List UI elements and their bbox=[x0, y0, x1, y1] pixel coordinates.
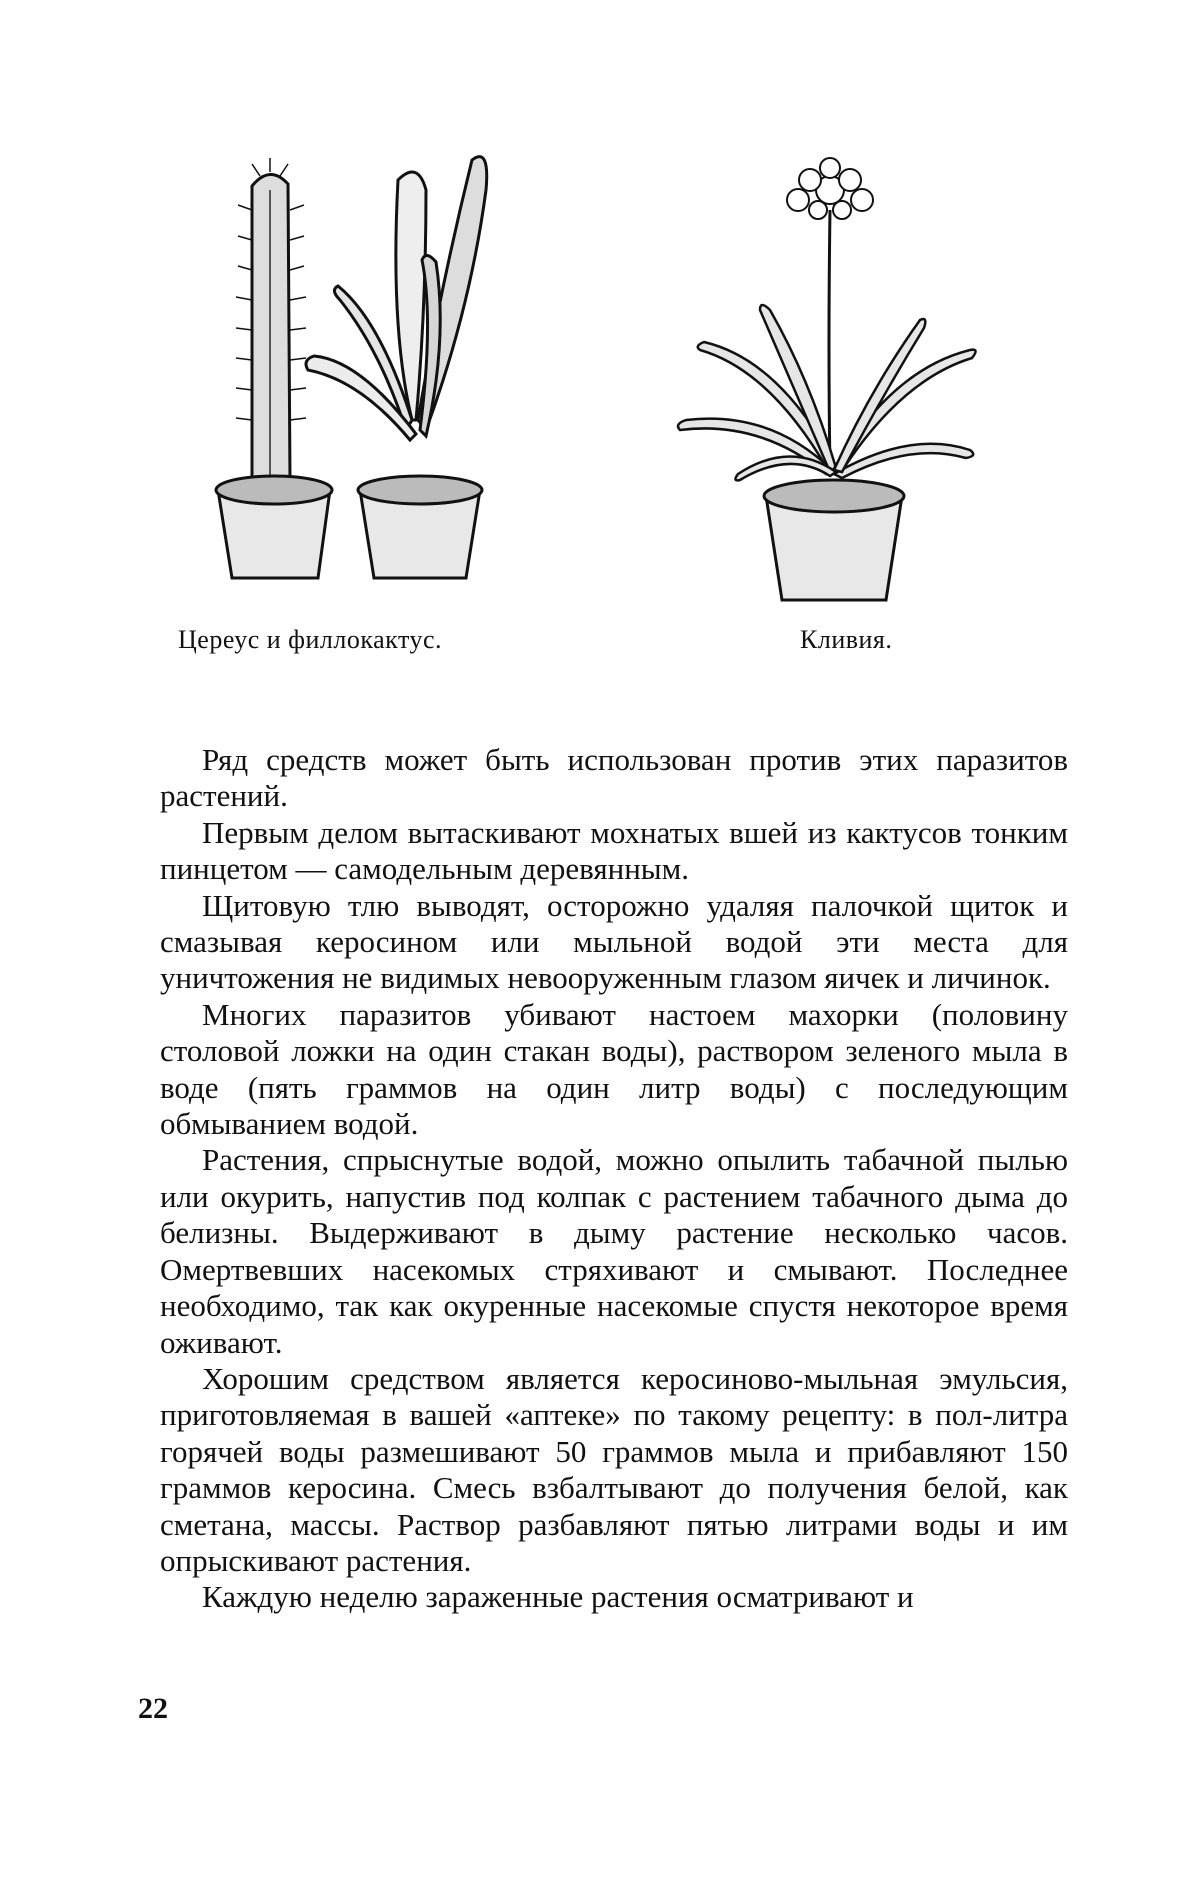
figure-caption-right: Кливия. bbox=[800, 625, 892, 655]
paragraph: Каждую неделю зараженные растения осматривают и bbox=[160, 1579, 1068, 1615]
cereus-phyllocactus-illustration bbox=[190, 150, 630, 590]
paragraph: Многих паразитов убивают настоем махорки (половину столовой ложки на один стакан воды), раствором зеленого мыла в воде (пять граммов на один литр воды) с последующим обмыванием водой. bbox=[160, 997, 1068, 1143]
body-text bbox=[160, 742, 1068, 1616]
page-number: 22 bbox=[138, 1692, 168, 1726]
paragraph: Щитовую тлю выводят, осторожно удаляя палочкой щиток и смазывая керосином или мыльной водой эти места для уничтожения не видимых невооруженным глазом яичек и личинок. bbox=[160, 888, 1068, 997]
illustrations bbox=[150, 150, 1070, 670]
paragraph: Первым делом вытаскивают мохнатых вшей из кактусов тонким пинцетом — самодельным деревянным. bbox=[160, 815, 1068, 888]
paragraph: Ряд средств может быть использован против этих паразитов растений. bbox=[160, 742, 1068, 815]
paragraph: Растения, спрыснутые водой, можно опылить табачной пылью или окурить, напустив под колпак с растением табачного дыма до белизны. Выдерживают в дыму растение несколько часов. Омертвевших насекомых стряхивают и смывают. Последнее необходимо, так как окуренные насекомые спустя некоторое время оживают. bbox=[160, 1142, 1068, 1360]
clivia-illustration bbox=[670, 150, 990, 610]
paragraph: Хорошим средством является керосиново-мыльная эмульсия, приготовляемая в вашей «аптеке» по такому рецепту: в пол-литра горячей воды размешивают 50 граммов мыла и прибавляют 150 граммов керосина. Смесь взбалтывают до получения белой, как сметана, массы. Раствор разбавляют пятью литрами воды и им опрыскивают растения. bbox=[160, 1361, 1068, 1579]
figure-caption-left: Цереус и филлокактус. bbox=[178, 625, 442, 655]
